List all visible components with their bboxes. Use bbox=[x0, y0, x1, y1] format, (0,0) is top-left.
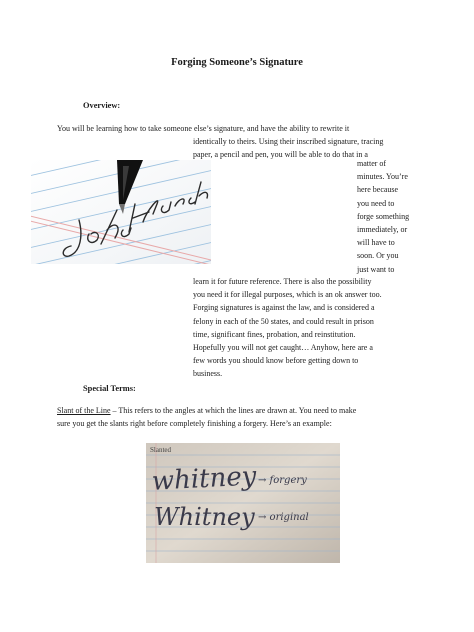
slant-definition-text: – This refers to the angles at which the lines are drawn at. You need to make bbox=[110, 406, 357, 415]
overview-heading: Overview: bbox=[83, 101, 121, 110]
narrow-line: minutes. You’re bbox=[357, 172, 408, 182]
narrow-line: here because bbox=[357, 185, 399, 195]
wide-line: Forging signatures is against the law, and is considered a bbox=[193, 303, 375, 313]
slant-definition-line-1 bbox=[57, 406, 356, 416]
narrow-line: matter of bbox=[357, 159, 387, 168]
overview-line-3: paper, a pencil and pen, you will be able to do that in a bbox=[193, 150, 368, 159]
overview-line-1: You will be learning how to take someone else’s signature, and have the ability to rewrite it bbox=[57, 124, 350, 133]
narrow-line: soon. Or you bbox=[357, 251, 399, 261]
slant-example-photo bbox=[146, 443, 340, 563]
signature-photo-graphic bbox=[31, 160, 211, 264]
overview-line-2: identically to theirs. Using their inscribed signature, tracing bbox=[193, 137, 384, 146]
narrow-line: immediately, or bbox=[357, 225, 408, 235]
wide-line: felony in each of the 50 states, and could result in prison bbox=[193, 316, 374, 326]
narrow-line: just want to bbox=[357, 264, 395, 274]
narrow-line: forge something bbox=[357, 211, 410, 221]
slant-term: Slant of the Line bbox=[57, 406, 111, 415]
special-terms-heading: Special Terms: bbox=[83, 384, 136, 393]
wide-line: Hopefully you will not get caught… Anyhow, here are a bbox=[193, 343, 373, 353]
slant-example-forgery-word: whitney bbox=[151, 461, 258, 497]
wide-line: time, significant fines, probation, and reinstitution. bbox=[193, 329, 356, 339]
slant-example-original-word: Whitney bbox=[154, 503, 255, 531]
document-title: Forging Someone’s Signature bbox=[171, 57, 303, 68]
narrow-line: you need to bbox=[357, 198, 395, 208]
slant-definition-line-2: sure you get the slants right before completely finishing a forgery. Here’s an example: bbox=[57, 419, 332, 428]
wide-line: few words you should know before getting down to bbox=[193, 356, 359, 366]
signature-photo bbox=[31, 160, 211, 264]
wide-text-column bbox=[193, 275, 382, 381]
wide-line: business. bbox=[193, 369, 223, 379]
slant-example-original-note: → original bbox=[258, 512, 309, 523]
wide-line: you need it for illegal purposes, which is an ok answer too. bbox=[193, 290, 382, 300]
narrow-line: will have to bbox=[357, 238, 395, 248]
slant-example-graphic bbox=[146, 443, 340, 563]
slant-example-forgery-note: → forgery bbox=[258, 475, 307, 486]
slant-example-top-label: Slanted bbox=[150, 446, 171, 454]
wide-line: learn it for future reference. There is also the possibility bbox=[193, 277, 372, 286]
narrow-text-column bbox=[357, 157, 409, 276]
